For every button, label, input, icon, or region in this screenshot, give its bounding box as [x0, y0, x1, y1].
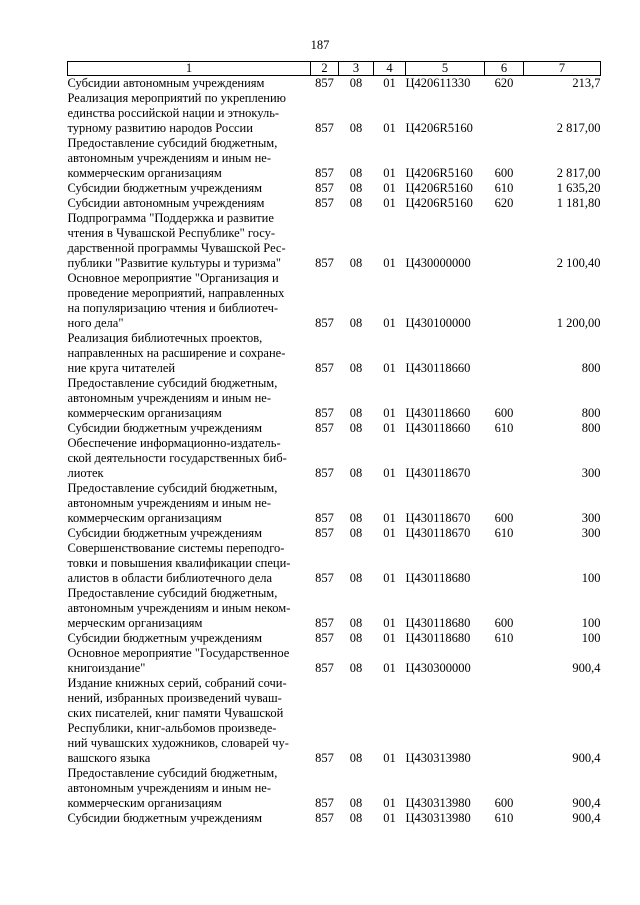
- cell-target-article: Ц4206R5160: [405, 196, 473, 210]
- cell-section: 08: [349, 526, 363, 540]
- cell-target-article: Ц4206R5160: [405, 181, 473, 195]
- cell-amount: 800: [581, 406, 601, 420]
- cell-expense-type: 600: [494, 511, 514, 525]
- cell-section: 08: [349, 571, 363, 585]
- cell-grbs: 857: [315, 121, 334, 135]
- table-row: [68, 481, 601, 526]
- cell-grbs: 857: [315, 421, 334, 435]
- cell-grbs: 857: [315, 796, 334, 810]
- header-row: [68, 62, 601, 76]
- cell-grbs: 857: [315, 316, 334, 330]
- cell-name: Подпрограмма "Поддержка и развитие чтения в Чувашской Республике" госу- дарственной программы Чувашской Рес- публики "Развитие культуры и туризма": [67, 211, 286, 270]
- cell-section: 08: [349, 196, 363, 210]
- cell-section: 08: [349, 316, 363, 330]
- cell-section: 08: [349, 256, 363, 270]
- cell-expense-type: [485, 436, 524, 481]
- cell-target-article: Ц430313980: [405, 811, 471, 825]
- cell-amount: 1 200,00: [556, 316, 601, 330]
- cell-section: 08: [349, 811, 363, 825]
- cell-amount: 1 181,80: [556, 196, 601, 210]
- cell-name: Субсидии бюджетным учреждениям: [67, 631, 263, 645]
- cell-expense-type: [485, 541, 524, 586]
- cell-grbs: 857: [315, 616, 334, 630]
- cell-subsection: 01: [383, 616, 396, 630]
- cell-target-article: Ц430118680: [405, 631, 471, 645]
- cell-expense-type: 610: [494, 811, 514, 825]
- cell-subsection: 01: [383, 751, 396, 765]
- cell-name: Совершенствование системы переподго- товки и повышения квалификации специ- алистов в области библиотечного дела: [67, 541, 291, 585]
- cell-amount: 300: [581, 511, 601, 525]
- cell-expense-type: 620: [494, 76, 514, 90]
- cell-expense-type: [485, 91, 524, 136]
- cell-section: 08: [349, 511, 363, 525]
- table-row: [68, 376, 601, 421]
- cell-subsection: 01: [383, 361, 396, 375]
- cell-expense-type: 610: [494, 631, 514, 645]
- cell-section: 08: [349, 166, 363, 180]
- cell-subsection: 01: [383, 466, 396, 480]
- cell-subsection: 01: [383, 406, 396, 420]
- table-row: [68, 646, 601, 676]
- cell-subsection: 01: [383, 526, 396, 540]
- table-row: [68, 76, 601, 92]
- cell-section: 08: [349, 751, 363, 765]
- cell-amount: 300: [581, 466, 601, 480]
- table-row: [68, 271, 601, 331]
- table-row: [68, 136, 601, 181]
- cell-section: 08: [349, 76, 363, 90]
- table-row: [68, 331, 601, 376]
- cell-name: Субсидии бюджетным учреждениям: [67, 181, 263, 195]
- col-header-subsection: 4: [374, 62, 406, 76]
- cell-target-article: Ц430118680: [405, 616, 471, 630]
- cell-name: Субсидии бюджетным учреждениям: [67, 421, 263, 435]
- cell-name: Субсидии бюджетным учреждениям: [67, 526, 263, 540]
- cell-expense-type: 620: [494, 196, 514, 210]
- cell-section: 08: [349, 616, 363, 630]
- cell-name: Обеспечение информационно-издатель- ской деятельности государственных биб- лиотек: [67, 436, 287, 480]
- cell-section: 08: [349, 466, 363, 480]
- cell-target-article: Ц430118670: [405, 511, 471, 525]
- cell-grbs: 857: [315, 511, 334, 525]
- table-row: [68, 676, 601, 766]
- cell-amount: 100: [581, 616, 601, 630]
- cell-grbs: 857: [315, 526, 334, 540]
- cell-amount: 900,4: [572, 796, 601, 810]
- col-header-section: 3: [339, 62, 374, 76]
- cell-name: Предоставление субсидий бюджетным, автономным учреждениям и иным не- коммерческим организациям: [67, 376, 278, 420]
- cell-expense-type: 600: [494, 796, 514, 810]
- col-header-expense-type: 6: [485, 62, 524, 76]
- cell-subsection: 01: [383, 811, 396, 825]
- page-number: 187: [310, 38, 330, 52]
- cell-subsection: 01: [383, 76, 396, 90]
- cell-section: 08: [349, 361, 363, 375]
- cell-amount: 100: [581, 571, 601, 585]
- cell-amount: 900,4: [572, 811, 601, 825]
- cell-expense-type: 600: [494, 616, 514, 630]
- cell-name: Субсидии бюджетным учреждениям: [67, 811, 263, 825]
- cell-subsection: 01: [383, 316, 396, 330]
- cell-name: Реализация мероприятий по укреплению единства российской нации и этнокуль- турному развитию народов России: [67, 91, 286, 135]
- cell-name: Предоставление субсидий бюджетным, автономным учреждениям и иным не- коммерческим организациям: [67, 481, 278, 525]
- cell-target-article: Ц430118660: [405, 361, 471, 375]
- cell-subsection: 01: [383, 571, 396, 585]
- table-row: [68, 421, 601, 436]
- cell-amount: 2 100,40: [556, 256, 601, 270]
- cell-amount: 900,4: [572, 751, 601, 765]
- cell-section: 08: [349, 181, 363, 195]
- cell-amount: 300: [581, 526, 601, 540]
- cell-subsection: 01: [383, 661, 396, 675]
- cell-target-article: Ц430118660: [405, 406, 471, 420]
- cell-grbs: 857: [315, 811, 334, 825]
- table-body: [68, 76, 601, 827]
- cell-target-article: Ц430118660: [405, 421, 471, 435]
- cell-expense-type: [485, 211, 524, 271]
- cell-name: Предоставление субсидий бюджетным, автономным учреждениям и иным неком- мерческим организациям: [67, 586, 291, 630]
- cell-expense-type: 600: [494, 406, 514, 420]
- cell-amount: 2 817,00: [556, 166, 601, 180]
- cell-expense-type: 610: [494, 421, 514, 435]
- table-row: [68, 766, 601, 811]
- table-header: [68, 62, 601, 76]
- cell-grbs: 857: [315, 196, 334, 210]
- col-header-amount: 7: [524, 62, 601, 76]
- cell-section: 08: [349, 406, 363, 420]
- cell-name: Субсидии автономным учреждениям: [67, 76, 265, 90]
- cell-expense-type: [485, 271, 524, 331]
- cell-grbs: 857: [315, 466, 334, 480]
- cell-name: Реализация библиотечных проектов, направленных на расширение и сохране- ние круга читателей: [67, 331, 286, 375]
- cell-expense-type: [485, 646, 524, 676]
- cell-grbs: 857: [315, 406, 334, 420]
- cell-grbs: 857: [315, 751, 334, 765]
- cell-grbs: 857: [315, 631, 334, 645]
- cell-expense-type: [485, 676, 524, 766]
- cell-amount: 900,4: [572, 661, 601, 675]
- cell-target-article: Ц4206R5160: [405, 121, 473, 135]
- cell-section: 08: [349, 121, 363, 135]
- cell-target-article: Ц430300000: [405, 661, 471, 675]
- cell-subsection: 01: [383, 511, 396, 525]
- table-row: [68, 811, 601, 826]
- cell-target-article: Ц430313980: [405, 796, 471, 810]
- cell-amount: 800: [581, 361, 601, 375]
- cell-amount: 2 817,00: [556, 121, 601, 135]
- cell-amount: 100: [581, 631, 601, 645]
- col-header-target-article: 5: [406, 62, 485, 76]
- cell-target-article: Ц430118670: [405, 466, 471, 480]
- cell-expense-type: 610: [494, 526, 514, 540]
- table-row: [68, 586, 601, 631]
- cell-subsection: 01: [383, 631, 396, 645]
- table-row: [68, 541, 601, 586]
- cell-grbs: 857: [315, 256, 334, 270]
- cell-section: 08: [349, 796, 363, 810]
- cell-section: 08: [349, 421, 363, 435]
- cell-target-article: Ц430118680: [405, 571, 471, 585]
- cell-expense-type: 600: [494, 166, 514, 180]
- cell-target-article: Ц430000000: [405, 256, 471, 270]
- cell-name: Издание книжных серий, собраний сочи- нений, избранных произведений чуваш- ских писателей, книг памяти Чувашской Республики, книг-альбомов произведе- ний чувашских художников, словарей чу- вашского языка: [67, 676, 289, 765]
- cell-amount: 800: [581, 421, 601, 435]
- cell-grbs: 857: [315, 571, 334, 585]
- table-row: [68, 196, 601, 211]
- cell-amount: 1 635,20: [556, 181, 601, 195]
- cell-name: Субсидии автономным учреждениям: [67, 196, 265, 210]
- table-row: [68, 211, 601, 271]
- cell-subsection: 01: [383, 256, 396, 270]
- cell-name: Предоставление субсидий бюджетным, автономным учреждениям и иным не- коммерческим организациям: [67, 766, 278, 810]
- cell-target-article: Ц430100000: [405, 316, 471, 330]
- col-header-name: 1: [68, 62, 311, 76]
- cell-subsection: 01: [383, 796, 396, 810]
- cell-grbs: 857: [315, 181, 334, 195]
- cell-expense-type: 610: [494, 181, 514, 195]
- table-row: [68, 91, 601, 136]
- cell-name: Предоставление субсидий бюджетным, автономным учреждениям и иным не- коммерческим организациям: [67, 136, 278, 180]
- cell-expense-type: [485, 331, 524, 376]
- cell-subsection: 01: [383, 166, 396, 180]
- cell-section: 08: [349, 631, 363, 645]
- cell-name: Основное мероприятие "Государственное книгоиздание": [67, 646, 290, 675]
- table-row: [68, 631, 601, 646]
- col-header-grbs: 2: [311, 62, 339, 76]
- table-row: [68, 436, 601, 481]
- cell-subsection: 01: [383, 421, 396, 435]
- cell-name: Основное мероприятие "Организация и проведение мероприятий, направленных на популяризацию чтения и библиотеч- ного дела": [67, 271, 285, 330]
- cell-target-article: Ц420611330: [405, 76, 471, 90]
- cell-target-article: Ц430118670: [405, 526, 471, 540]
- cell-target-article: Ц430313980: [405, 751, 471, 765]
- table-row: [68, 526, 601, 541]
- cell-amount: 213,7: [572, 76, 601, 90]
- cell-subsection: 01: [383, 181, 396, 195]
- cell-grbs: 857: [315, 166, 334, 180]
- budget-table: [67, 61, 601, 826]
- cell-subsection: 01: [383, 121, 396, 135]
- cell-section: 08: [349, 661, 363, 675]
- cell-grbs: 857: [315, 76, 334, 90]
- cell-target-article: Ц4206R5160: [405, 166, 473, 180]
- cell-grbs: 857: [315, 361, 334, 375]
- table-row: [68, 181, 601, 196]
- cell-grbs: 857: [315, 661, 334, 675]
- cell-subsection: 01: [383, 196, 396, 210]
